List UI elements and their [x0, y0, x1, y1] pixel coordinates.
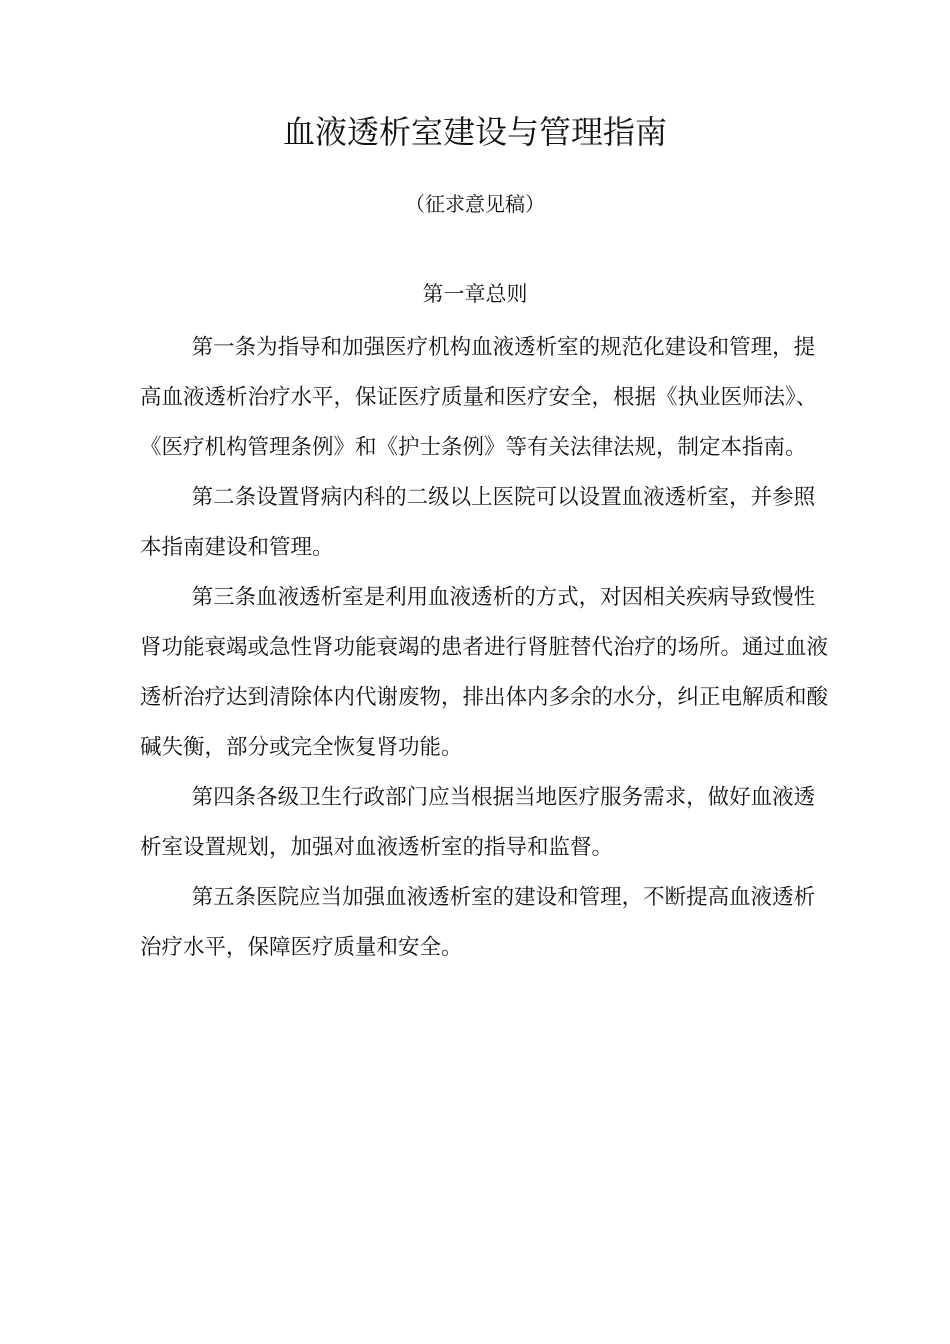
- article-4-paragraph: 第四条各级卫生行政部门应当根据当地医疗服务需求，做好血液透析室设置规划，加强对血液透析室的指导和监督。: [140, 785, 816, 860]
- chapter-heading: 第一章总则: [422, 282, 528, 306]
- article-1-paragraph: 第一条为指导和加强医疗机构血液透析室的规范化建设和管理，提高血液透析治疗水平，保证医疗质量和医疗安全，根据《执业医师法》、《医疗机构管理条例》和《护士条例》等有关法律法规，制定本指南。: [140, 335, 818, 460]
- document-body: [140, 323, 836, 973]
- document-title: 血液透析室建设与管理指南: [282, 113, 667, 151]
- article-2-paragraph: 第二条设置肾病内科的二级以上医院可以设置血液透析室，并参照本指南建设和管理。: [140, 485, 816, 560]
- article-3-paragraph: 第三条血液透析室是利用血液透析的方式，对因相关疾病导致慢性肾功能衰竭或急性肾功能衰竭的患者进行肾脏替代治疗的场所。通过血液透析治疗达到清除体内代谢废物，排出体内多余的水分，纠正电解质和酸碱失衡，部分或完全恢复肾功能。: [140, 585, 829, 760]
- document-subtitle: （征求意见稿）: [405, 192, 545, 216]
- article-5-paragraph: 第五条医院应当加强血液透析室的建设和管理，不断提高血液透析治疗水平，保障医疗质量和安全。: [140, 885, 816, 960]
